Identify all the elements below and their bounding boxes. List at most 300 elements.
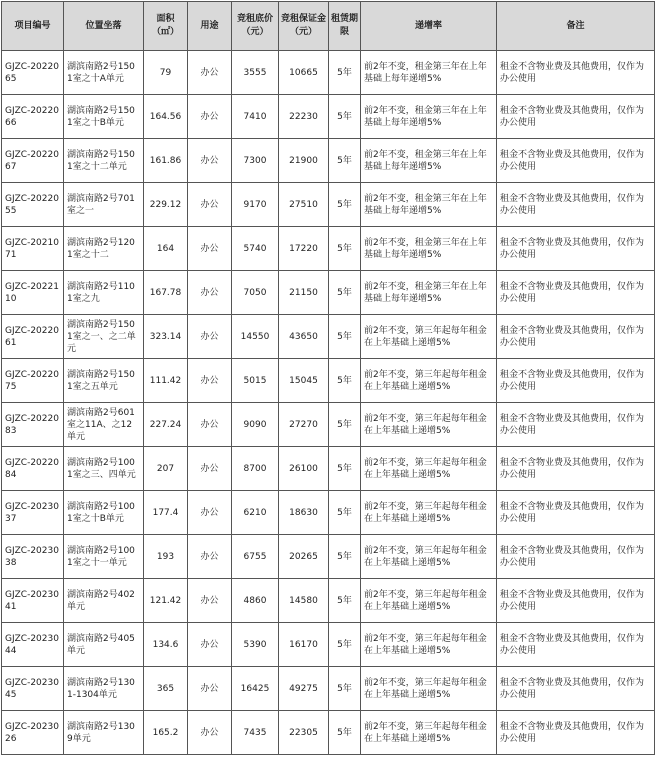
cell-escalation-text: 前2年不变，第三年起每年租金在上年基础上递增5% <box>364 369 487 392</box>
cell-location <box>64 183 144 227</box>
table-body <box>2 51 655 755</box>
cell-rent-text: 7435 <box>243 727 267 738</box>
cell-usage <box>188 227 232 271</box>
cell-deposit-text: 18630 <box>289 507 318 518</box>
cell-usage <box>188 403 232 447</box>
cell-area-text: 164 <box>156 243 175 254</box>
cell-project-no-text: GJZC-2023041 <box>5 589 59 612</box>
table-row <box>2 139 655 183</box>
cell-escalation-text: 前2年不变，第三年起每年租金在上年基础上递增5% <box>364 589 487 612</box>
header-row <box>2 2 655 51</box>
cell-escalation-text: 前2年不变，第三年起每年租金在上年基础上递增5% <box>364 721 487 744</box>
cell-area <box>144 359 188 403</box>
cell-location-text: 湖滨南路2号1001室之十一单元 <box>67 545 135 568</box>
cell-escalation-text: 前2年不变，第三年起每年租金在上年基础上递增5% <box>364 325 487 348</box>
cell-area-text: 227.24 <box>149 419 182 430</box>
header-deposit: 竞租保证金（元） <box>279 2 329 51</box>
cell-escalation <box>361 51 497 95</box>
cell-rent <box>232 183 279 227</box>
cell-notes <box>497 623 655 667</box>
cell-escalation <box>361 183 497 227</box>
cell-usage-text: 办公 <box>200 639 219 650</box>
cell-location <box>64 139 144 183</box>
cell-area <box>144 271 188 315</box>
cell-area <box>144 183 188 227</box>
cell-notes <box>497 139 655 183</box>
cell-project-no <box>2 491 64 535</box>
cell-notes-text: 租金不含物业费及其他费用，仅作为办公使用 <box>500 633 645 656</box>
cell-term <box>329 491 361 535</box>
cell-location-text: 湖滨南路2号701室之一 <box>67 193 135 216</box>
cell-deposit <box>279 623 329 667</box>
cell-location <box>64 51 144 95</box>
cell-usage <box>188 535 232 579</box>
cell-notes <box>497 51 655 95</box>
cell-project-no-text: GJZC-2021071 <box>5 237 59 260</box>
cell-term-text: 5年 <box>337 111 352 122</box>
cell-area <box>144 491 188 535</box>
cell-project-no <box>2 139 64 183</box>
cell-deposit <box>279 315 329 359</box>
cell-area <box>144 535 188 579</box>
cell-location <box>64 95 144 139</box>
cell-project-no <box>2 271 64 315</box>
cell-usage <box>188 359 232 403</box>
cell-notes-text: 租金不含物业费及其他费用，仅作为办公使用 <box>500 149 645 172</box>
cell-term <box>329 359 361 403</box>
cell-rent-text: 6210 <box>243 507 267 518</box>
cell-usage <box>188 271 232 315</box>
cell-escalation <box>361 403 497 447</box>
cell-area <box>144 227 188 271</box>
cell-escalation <box>361 95 497 139</box>
cell-area-text: 111.42 <box>149 375 182 386</box>
cell-area-text: 229.12 <box>149 199 182 210</box>
cell-rent-text: 7050 <box>243 287 267 298</box>
cell-escalation-text: 前2年不变，第三年起每年租金在上年基础上递增5% <box>364 633 487 656</box>
cell-escalation-text: 前2年不变，第三年起每年租金在上年基础上递增5% <box>364 545 487 568</box>
cell-notes-text: 租金不含物业费及其他费用，仅作为办公使用 <box>500 369 645 392</box>
cell-usage <box>188 667 232 711</box>
cell-term <box>329 447 361 491</box>
cell-project-no-text: GJZC-2022084 <box>5 457 59 480</box>
cell-area-text: 193 <box>156 551 175 562</box>
table-row <box>2 403 655 447</box>
cell-escalation <box>361 359 497 403</box>
cell-notes <box>497 711 655 755</box>
cell-project-no <box>2 183 64 227</box>
cell-location <box>64 535 144 579</box>
cell-term-text: 5年 <box>337 551 352 562</box>
cell-rent <box>232 491 279 535</box>
cell-location <box>64 227 144 271</box>
cell-area <box>144 139 188 183</box>
cell-notes-text: 租金不含物业费及其他费用，仅作为办公使用 <box>500 61 645 84</box>
cell-notes-text: 租金不含物业费及其他费用，仅作为办公使用 <box>500 677 645 700</box>
cell-escalation-text: 前2年不变，租金第三年在上年基础上每年递增5% <box>364 105 487 128</box>
cell-deposit-text: 27510 <box>289 199 318 210</box>
cell-usage-text: 办公 <box>200 243 219 254</box>
cell-term <box>329 403 361 447</box>
cell-notes <box>497 491 655 535</box>
cell-rent <box>232 359 279 403</box>
cell-usage <box>188 623 232 667</box>
cell-location-text: 湖滨南路2号1001室之十B单元 <box>67 501 135 524</box>
cell-location <box>64 315 144 359</box>
cell-project-no-text: GJZC-2022055 <box>5 193 59 216</box>
cell-project-no <box>2 535 64 579</box>
cell-project-no <box>2 667 64 711</box>
cell-term-text: 5年 <box>337 639 352 650</box>
cell-escalation-text: 前2年不变，第三年起每年租金在上年基础上递增5% <box>364 457 487 480</box>
cell-usage-text: 办公 <box>200 331 219 342</box>
cell-term-text: 5年 <box>337 375 352 386</box>
cell-area <box>144 579 188 623</box>
cell-location-text: 湖滨南路2号1101室之九 <box>67 281 135 304</box>
cell-escalation <box>361 667 497 711</box>
cell-escalation-text: 前2年不变，第三年起每年租金在上年基础上递增5% <box>364 677 487 700</box>
cell-escalation-text: 前2年不变，租金第三年在上年基础上每年递增5% <box>364 149 487 172</box>
header-project-no: 项目编号 <box>2 2 64 51</box>
cell-term <box>329 667 361 711</box>
cell-usage-text: 办公 <box>200 507 219 518</box>
cell-project-no <box>2 579 64 623</box>
cell-usage <box>188 579 232 623</box>
cell-location-text: 湖滨南路2号1201室之十二 <box>67 237 135 260</box>
cell-notes-text: 租金不含物业费及其他费用，仅作为办公使用 <box>500 325 645 348</box>
table-row <box>2 227 655 271</box>
cell-notes <box>497 271 655 315</box>
cell-usage <box>188 491 232 535</box>
cell-notes-text: 租金不含物业费及其他费用，仅作为办公使用 <box>500 501 645 524</box>
cell-term <box>329 139 361 183</box>
cell-notes <box>497 579 655 623</box>
cell-project-no <box>2 447 64 491</box>
cell-term-text: 5年 <box>337 155 352 166</box>
cell-deposit <box>279 183 329 227</box>
cell-term <box>329 227 361 271</box>
cell-area <box>144 315 188 359</box>
cell-term <box>329 271 361 315</box>
cell-area-text: 167.78 <box>149 287 182 298</box>
cell-project-no <box>2 227 64 271</box>
cell-rent <box>232 51 279 95</box>
cell-deposit <box>279 667 329 711</box>
cell-rent <box>232 623 279 667</box>
cell-notes-text: 租金不含物业费及其他费用，仅作为办公使用 <box>500 193 645 216</box>
table-row <box>2 623 655 667</box>
rental-listing-table <box>1 1 655 755</box>
cell-term-text: 5年 <box>337 199 352 210</box>
cell-deposit-text: 16170 <box>289 639 318 650</box>
cell-escalation <box>361 623 497 667</box>
table-row <box>2 579 655 623</box>
cell-term-text: 5年 <box>337 243 352 254</box>
cell-rent <box>232 271 279 315</box>
cell-notes <box>497 315 655 359</box>
cell-area-text: 365 <box>156 683 175 694</box>
table-row <box>2 711 655 755</box>
cell-project-no-text: GJZC-2023045 <box>5 677 59 700</box>
cell-escalation-text: 前2年不变，第三年起每年租金在上年基础上递增5% <box>364 501 487 524</box>
header-notes: 备注 <box>497 2 655 51</box>
cell-term-text: 5年 <box>337 683 352 694</box>
cell-term <box>329 183 361 227</box>
cell-location <box>64 667 144 711</box>
cell-rent <box>232 711 279 755</box>
cell-location-text: 湖滨南路2号405单元 <box>67 633 135 656</box>
cell-area-text: 79 <box>159 67 172 78</box>
cell-usage-text: 办公 <box>200 683 219 694</box>
cell-notes <box>497 227 655 271</box>
cell-rent <box>232 139 279 183</box>
header-usage: 用途 <box>188 2 232 51</box>
cell-deposit-text: 26100 <box>289 463 318 474</box>
cell-area <box>144 51 188 95</box>
cell-project-no-text: GJZC-2022066 <box>5 105 59 128</box>
cell-usage <box>188 51 232 95</box>
table-row <box>2 183 655 227</box>
cell-deposit-text: 22305 <box>289 727 318 738</box>
cell-deposit <box>279 491 329 535</box>
cell-deposit <box>279 95 329 139</box>
table-header <box>2 2 655 51</box>
cell-notes-text: 租金不含物业费及其他费用，仅作为办公使用 <box>500 413 645 436</box>
cell-usage-text: 办公 <box>200 551 219 562</box>
cell-escalation-text: 前2年不变，租金第三年在上年基础上每年递增5% <box>364 281 487 304</box>
cell-rent-text: 16425 <box>240 683 270 694</box>
cell-rent-text: 7300 <box>243 155 267 166</box>
cell-term-text: 5年 <box>337 595 352 606</box>
table-row <box>2 359 655 403</box>
cell-rent <box>232 95 279 139</box>
cell-notes <box>497 667 655 711</box>
cell-escalation <box>361 491 497 535</box>
cell-project-no <box>2 359 64 403</box>
cell-usage-text: 办公 <box>200 727 219 738</box>
cell-deposit-text: 17220 <box>289 243 318 254</box>
cell-usage <box>188 711 232 755</box>
cell-location <box>64 403 144 447</box>
cell-usage-text: 办公 <box>200 111 219 122</box>
cell-location-text: 湖滨南路2号1301-1304单元 <box>67 677 135 700</box>
cell-escalation-text: 前2年不变，租金第三年在上年基础上每年递增5% <box>364 237 487 260</box>
cell-area-text: 164.56 <box>149 111 182 122</box>
cell-term-text: 5年 <box>337 463 352 474</box>
cell-escalation <box>361 271 497 315</box>
cell-usage <box>188 315 232 359</box>
cell-rent-text: 9170 <box>243 199 267 210</box>
cell-location-text: 湖滨南路2号1501室之一、之二单元 <box>67 319 136 354</box>
cell-project-no <box>2 623 64 667</box>
cell-term-text: 5年 <box>337 67 352 78</box>
cell-area <box>144 623 188 667</box>
table-row <box>2 95 655 139</box>
cell-rent <box>232 535 279 579</box>
cell-usage <box>188 447 232 491</box>
cell-project-no-text: GJZC-2022065 <box>5 61 59 84</box>
cell-deposit-text: 21900 <box>289 155 318 166</box>
cell-project-no <box>2 51 64 95</box>
cell-area-text: 177.4 <box>152 507 179 518</box>
cell-deposit <box>279 535 329 579</box>
cell-rent <box>232 667 279 711</box>
cell-project-no-text: GJZC-2022110 <box>5 281 59 304</box>
header-rent: 竞租底价（元） <box>232 2 279 51</box>
cell-usage-text: 办公 <box>200 375 219 386</box>
cell-term <box>329 579 361 623</box>
cell-usage-text: 办公 <box>200 67 219 78</box>
cell-deposit <box>279 51 329 95</box>
cell-area <box>144 711 188 755</box>
cell-location-text: 湖滨南路2号1501室之十B单元 <box>67 105 135 128</box>
header-location: 位置坐落 <box>64 2 144 51</box>
cell-rent <box>232 579 279 623</box>
cell-deposit-text: 15045 <box>289 375 318 386</box>
cell-location <box>64 711 144 755</box>
cell-escalation <box>361 447 497 491</box>
cell-rent-text: 6755 <box>243 551 267 562</box>
cell-location-text: 湖滨南路2号402单元 <box>67 589 135 612</box>
cell-deposit <box>279 271 329 315</box>
cell-location <box>64 271 144 315</box>
cell-usage-text: 办公 <box>200 595 219 606</box>
cell-notes-text: 租金不含物业费及其他费用，仅作为办公使用 <box>500 721 645 744</box>
cell-location <box>64 579 144 623</box>
cell-area-text: 134.6 <box>152 639 179 650</box>
cell-project-no-text: GJZC-2023026 <box>5 721 59 744</box>
cell-usage-text: 办公 <box>200 419 219 430</box>
cell-rent-text: 5015 <box>243 375 267 386</box>
cell-location-text: 湖滨南路2号1309单元 <box>67 721 135 744</box>
cell-project-no-text: GJZC-2023044 <box>5 633 59 656</box>
cell-notes <box>497 447 655 491</box>
cell-area-text: 207 <box>156 463 175 474</box>
cell-area-text: 121.42 <box>149 595 182 606</box>
cell-area <box>144 667 188 711</box>
cell-deposit <box>279 403 329 447</box>
cell-deposit-text: 21150 <box>289 287 318 298</box>
cell-deposit <box>279 227 329 271</box>
cell-area-text: 165.2 <box>152 727 179 738</box>
cell-notes <box>497 359 655 403</box>
cell-location <box>64 447 144 491</box>
cell-rent-text: 3555 <box>243 67 267 78</box>
cell-usage-text: 办公 <box>200 199 219 210</box>
cell-term <box>329 95 361 139</box>
header-term: 租赁期限 <box>329 2 361 51</box>
cell-location-text: 湖滨南路2号601室之11A、之12单元 <box>67 407 135 442</box>
table-row <box>2 271 655 315</box>
cell-usage-text: 办公 <box>200 287 219 298</box>
cell-project-no-text: GJZC-2022067 <box>5 149 59 172</box>
cell-location-text: 湖滨南路2号1001室之三、四单元 <box>67 457 136 480</box>
cell-term <box>329 315 361 359</box>
cell-usage-text: 办公 <box>200 155 219 166</box>
cell-term-text: 5年 <box>337 419 352 430</box>
table-row <box>2 51 655 95</box>
cell-project-no <box>2 315 64 359</box>
cell-term <box>329 535 361 579</box>
cell-escalation <box>361 227 497 271</box>
cell-rent <box>232 447 279 491</box>
cell-rent-text: 7410 <box>243 111 267 122</box>
table-row <box>2 667 655 711</box>
cell-escalation <box>361 579 497 623</box>
cell-usage-text: 办公 <box>200 463 219 474</box>
cell-deposit-text: 10665 <box>289 67 318 78</box>
cell-deposit <box>279 447 329 491</box>
cell-escalation <box>361 711 497 755</box>
cell-notes-text: 租金不含物业费及其他费用，仅作为办公使用 <box>500 105 645 128</box>
cell-deposit-text: 14580 <box>289 595 318 606</box>
cell-deposit <box>279 711 329 755</box>
cell-escalation <box>361 535 497 579</box>
cell-project-no <box>2 95 64 139</box>
table-row <box>2 315 655 359</box>
cell-term-text: 5年 <box>337 507 352 518</box>
cell-notes <box>497 403 655 447</box>
cell-notes-text: 租金不含物业费及其他费用，仅作为办公使用 <box>500 281 645 304</box>
cell-notes-text: 租金不含物业费及其他费用，仅作为办公使用 <box>500 545 645 568</box>
cell-escalation-text: 前2年不变，租金第三年在上年基础上每年递增5% <box>364 193 487 216</box>
cell-rent-text: 9090 <box>243 419 267 430</box>
cell-escalation <box>361 139 497 183</box>
cell-rent-text: 4860 <box>243 595 267 606</box>
cell-deposit-text: 27270 <box>289 419 318 430</box>
cell-area-text: 323.14 <box>149 331 182 342</box>
cell-usage <box>188 139 232 183</box>
cell-location-text: 湖滨南路2号1501室之十二单元 <box>67 149 135 172</box>
cell-deposit-text: 22230 <box>289 111 318 122</box>
cell-rent-text: 5740 <box>243 243 267 254</box>
cell-project-no-text: GJZC-2022061 <box>5 325 59 348</box>
cell-notes <box>497 95 655 139</box>
cell-location <box>64 623 144 667</box>
cell-usage <box>188 183 232 227</box>
table-row <box>2 447 655 491</box>
cell-location <box>64 359 144 403</box>
header-area: 面积（㎡） <box>144 2 188 51</box>
cell-escalation-text: 前2年不变，租金第三年在上年基础上每年递增5% <box>364 61 487 84</box>
table-row <box>2 535 655 579</box>
cell-deposit-text: 49275 <box>289 683 318 694</box>
cell-term <box>329 711 361 755</box>
cell-notes-text: 租金不含物业费及其他费用，仅作为办公使用 <box>500 237 645 260</box>
header-escalation: 递增率 <box>361 2 497 51</box>
cell-rent-text: 14550 <box>240 331 270 342</box>
cell-term <box>329 51 361 95</box>
cell-project-no-text: GJZC-2022075 <box>5 369 59 392</box>
cell-rent <box>232 315 279 359</box>
cell-project-no-text: GJZC-2022083 <box>5 413 59 436</box>
cell-project-no <box>2 711 64 755</box>
cell-deposit-text: 20265 <box>289 551 318 562</box>
cell-deposit-text: 43650 <box>289 331 318 342</box>
cell-area <box>144 403 188 447</box>
cell-deposit <box>279 139 329 183</box>
table-row <box>2 491 655 535</box>
cell-term <box>329 623 361 667</box>
cell-project-no-text: GJZC-2023037 <box>5 501 59 524</box>
cell-term-text: 5年 <box>337 287 352 298</box>
cell-term-text: 5年 <box>337 727 352 738</box>
cell-rent-text: 8700 <box>243 463 267 474</box>
cell-project-no-text: GJZC-2023038 <box>5 545 59 568</box>
cell-usage <box>188 95 232 139</box>
cell-rent-text: 5390 <box>243 639 267 650</box>
cell-location-text: 湖滨南路2号1501室之五单元 <box>67 369 135 392</box>
